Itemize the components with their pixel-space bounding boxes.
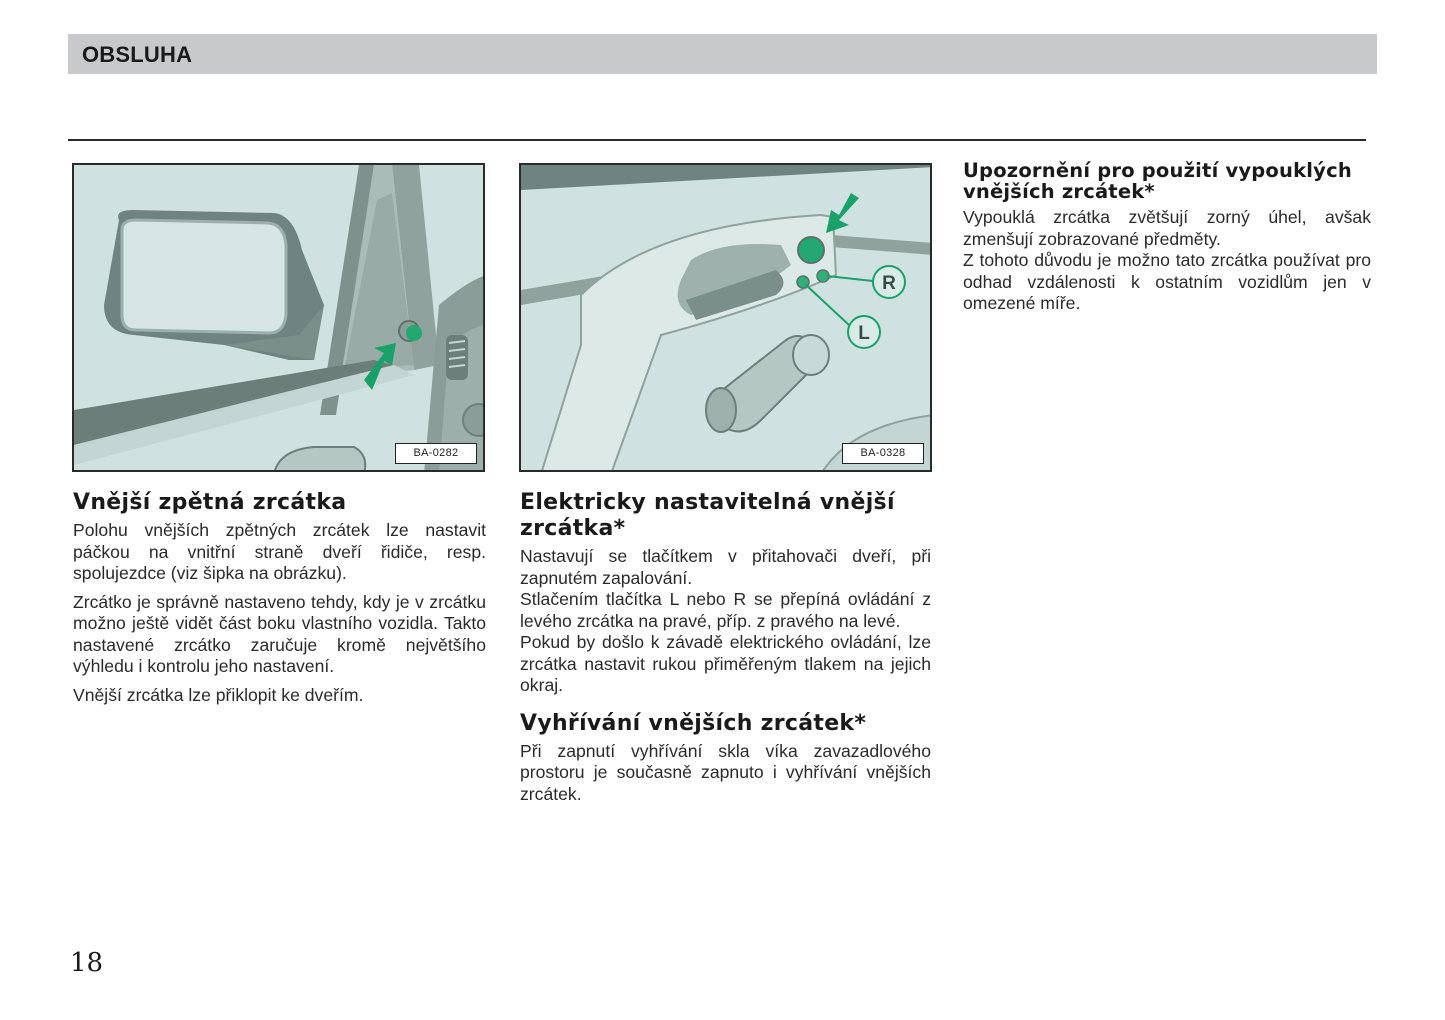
column-right bbox=[963, 160, 1371, 315]
paragraph: Při zapnutí vyhřívání skla víka zavazadlového prostoru je současně zapnuto i vyhřívání vnějších zrcátek. bbox=[520, 740, 931, 804]
paragraph: Stlačením tlačítka L nebo R se přepíná ovládání z levého zrcátka na pravé, příp. z pravého na levé. bbox=[520, 589, 931, 631]
heading-electric-mirrors: Elektricky nastavitelná vnější zrcátka* bbox=[520, 490, 895, 541]
paragraph: Vnější zrcátka lze přiklopit ke dveřím. bbox=[73, 684, 364, 705]
column-middle bbox=[520, 490, 931, 805]
label-r: R bbox=[882, 273, 896, 294]
heading-heated-mirrors: Vyhřívání vnějších zrcátek* bbox=[520, 710, 867, 736]
figure-code-label: BA-0328 bbox=[842, 443, 924, 464]
figure-exterior-mirror bbox=[72, 163, 485, 472]
door-handle-illustration bbox=[521, 165, 932, 472]
section-title: OBSLUHA bbox=[82, 42, 193, 67]
paragraph: Polohu vnějších zpětných zrcátek lze nastavit páčkou na vnitřní straně dveří řidiče, resp. spolujezdce (viz šipka na obrázku). bbox=[73, 520, 486, 583]
heading-convex-mirrors-warning: Upozornění pro použití vypouklých vnějších zrcátek* bbox=[963, 159, 1352, 203]
paragraph: Vypouklá zrcátka zvětšují zorný úhel, avšak zmenšují zobrazované předměty. bbox=[963, 207, 1371, 249]
paragraph: Z tohoto důvodu je možno tato zrcátka používat pro odhad vzdálenosti k ostatním vozidlům jen v omezené míře. bbox=[963, 250, 1371, 313]
paragraph: Pokud by došlo k závadě elektrického ovládání, lze zrcátka nastavit rukou přiměřeným tlakem na jejich okraj. bbox=[520, 632, 931, 695]
label-l: L bbox=[858, 323, 870, 344]
figure-door-handle-buttons bbox=[519, 163, 932, 472]
figure-code-label: BA-0282 bbox=[395, 443, 477, 464]
heading-exterior-mirrors: Vnější zpětná zrcátka bbox=[73, 490, 347, 515]
page-number: 18 bbox=[70, 948, 104, 978]
column-left bbox=[73, 490, 486, 706]
section-header-bar bbox=[68, 34, 1377, 74]
horizontal-rule bbox=[68, 139, 1366, 141]
paragraph: Zrcátko je správně nastaveno tehdy, kdy je v zrcátku možno ještě vidět část boku vlastního vozidla. Takto nastavené zrcátko zaručuje kromě největšího výhledu i kontrolu jeho nastavení. bbox=[73, 591, 486, 676]
paragraph: Nastavují se tlačítkem v přitahovači dveří, při zapnutém zapalování. bbox=[520, 546, 931, 588]
mirror-illustration bbox=[74, 165, 485, 472]
